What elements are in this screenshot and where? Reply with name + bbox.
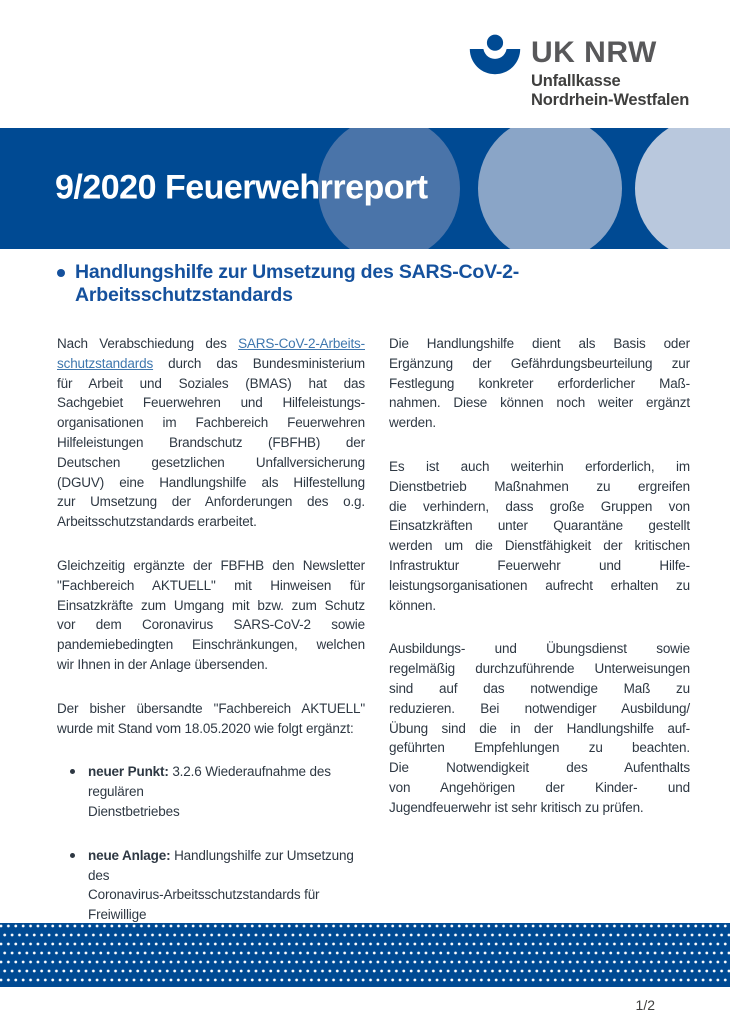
text-line: [57, 576, 365, 596]
text-line: [57, 556, 365, 576]
text-segment: Sachgebiet Feuerwehren und Hilfeleistungs-: [57, 395, 365, 411]
text-segment: "Fachbereich AKTUELL" mit Hinweisen für: [57, 577, 365, 593]
text-line: [57, 374, 365, 394]
uk-nrw-logo: [468, 31, 689, 110]
column-right: [389, 334, 690, 842]
text-segment: Infrastruktur Feuerwehr und Hilfe-: [389, 557, 690, 573]
text-line: [57, 433, 365, 453]
title-banner: [0, 128, 730, 249]
uk-nrw-logo-icon: [468, 31, 522, 76]
text-segment: Deutschen gesetzlichen Unfallversicherung: [57, 454, 365, 470]
text-line: [57, 393, 365, 413]
text-segment: werden um die Dienstfähigkeit der kritischen: [389, 538, 690, 554]
banner-circle-2: [478, 128, 622, 249]
text-line: [389, 596, 690, 616]
text-line: [389, 457, 690, 477]
text-line: [57, 512, 365, 532]
text-line: [389, 334, 690, 354]
text-segment: Coronavirus-Arbeitsschutzstandards für Freiwillige: [88, 887, 320, 923]
text-segment: organisationen im Fachbereich Feuerwehren: [57, 415, 365, 431]
text-line: [389, 393, 690, 413]
text-line: [57, 473, 365, 493]
text-segment: Dienstbetrieb Maßnahmen zu ergreifen: [389, 478, 690, 494]
text-line: [57, 615, 365, 635]
text-line: [57, 699, 365, 719]
text-line: [57, 413, 365, 433]
text-line: [389, 659, 690, 679]
text-segment: Hilfeleistungen Brandschutz (FBFHB) der: [57, 434, 365, 450]
text-line: [389, 738, 690, 758]
text-segment: Die Notwendigkeit des Aufenthalts: [389, 760, 690, 776]
logo-subtitle-line2: Nordrhein-Westfalen: [531, 91, 690, 109]
text-line: [389, 758, 690, 778]
text-segment: nahmen. Diese können noch weiter ergänzt: [389, 395, 690, 411]
text-segment: Übung sind die in der Handlungshilfe auf-: [389, 720, 690, 736]
text-line: [88, 762, 365, 802]
text-segment: Einsatzkräften unter Quarantäne gestellt: [389, 518, 690, 534]
text-segment: Es ist auch weiterhin erforderlich, im: [389, 458, 690, 474]
text-line: [57, 492, 365, 512]
text-segment: sind auf das notwendige Maß zu: [389, 680, 690, 696]
text-segment: leistungsorganisationen aufrecht erhalten zu: [389, 577, 690, 593]
report-title: 9/2020 Feuerwehrreport: [55, 168, 428, 207]
text-line: [389, 477, 690, 497]
bullet-icon: [70, 769, 75, 774]
text-segment: Die Handlungshilfe dient als Basis oder: [389, 336, 690, 351]
text-line: [88, 802, 365, 822]
text-segment: Jugendfeuerwehr ist sehr kritisch zu prüfen.: [389, 799, 644, 815]
text-line: [389, 497, 690, 517]
paragraph: [57, 556, 365, 675]
text-line: [389, 778, 690, 798]
text-segment: geführten Empfehlungen zu beachten.: [389, 740, 690, 756]
text-line: [389, 374, 690, 394]
text-line: [57, 596, 365, 616]
text-segment: Einsatzkräfte zum Umgang mit bzw. zum Schutz: [57, 597, 365, 613]
footer-dotted-band: [0, 923, 730, 987]
text-line: [389, 679, 690, 699]
hyperlink[interactable]: schutzstandards: [57, 355, 154, 371]
text-line: [389, 576, 690, 596]
paragraph: [389, 639, 690, 817]
text-segment: 3.2.6 Wiederaufnahme des regulären: [88, 764, 331, 800]
banner-circle-3: [635, 128, 730, 249]
page-number: 1/2: [635, 997, 655, 1013]
paragraph: [389, 334, 690, 433]
text-line: [57, 719, 365, 739]
text-line: [57, 334, 365, 354]
text-line: [88, 885, 365, 925]
text-segment: vor dem Coronavirus SARS-CoV-2 sowie: [57, 617, 365, 633]
text-segment: Dienstbetriebes: [88, 803, 180, 819]
text-line: [389, 413, 690, 433]
text-segment: Festlegung konkreter erforderlicher Maß-: [389, 375, 690, 391]
logo-text: [531, 38, 689, 110]
paragraph: [57, 699, 365, 739]
text-segment: pandemiebedingten Einschränkungen, welchen: [57, 637, 365, 653]
logo-subtitle-line1: Unfallkasse: [531, 72, 621, 90]
bullet-icon: [70, 853, 75, 858]
text-segment: regelmäßig durchzuführende Unterweisungen: [389, 661, 690, 677]
headline-line1: Handlungshilfe zur Umsetzung des SARS-CoV-2-: [75, 261, 520, 283]
hyperlink[interactable]: SARS-CoV-2-Arbeits-: [238, 336, 365, 351]
text-line: [389, 798, 690, 818]
text-segment: (DGUV) eine Handlungshilfe als Hilfestellung: [57, 474, 365, 490]
text-segment: zur Umsetzung der Anforderungen des o.g.: [57, 494, 365, 510]
text-line: [389, 536, 690, 556]
bold-text: neue Anlage:: [88, 847, 171, 863]
text-line: [389, 516, 690, 536]
text-segment: die verhindern, dass große Gruppen von: [389, 498, 690, 514]
text-segment: durch das Bundesministerium: [153, 355, 365, 371]
text-line: [57, 635, 365, 655]
paragraph: [389, 457, 690, 615]
text-line: [389, 639, 690, 659]
column-left: [57, 334, 365, 1008]
text-segment: von Angehörigen der Kinder- und: [389, 779, 690, 795]
headline-line2: Arbeitsschutzstandards: [75, 284, 293, 306]
text-segment: werden.: [389, 415, 436, 431]
text-segment: Arbeitsschutzstandards erarbeitet.: [57, 514, 257, 530]
text-segment: können.: [389, 597, 436, 613]
text-line: [57, 453, 365, 473]
text-segment: Ergänzung der Gefährdungsbeurteilung zur: [389, 355, 690, 371]
text-segment: Der bisher übersandte "Fachbereich AKTUELL": [57, 700, 365, 716]
bold-text: neuer Punkt:: [88, 764, 169, 780]
headline-bullet-icon: [57, 269, 65, 277]
text-segment: Ausbildungs- und Übungsdienst sowie: [389, 641, 690, 657]
article-headline: [55, 261, 519, 307]
text-segment: wir Ihnen in der Anlage übersenden.: [57, 656, 268, 672]
text-line: [57, 655, 365, 675]
text-line: [389, 719, 690, 739]
text-line: [389, 354, 690, 374]
text-line: [88, 846, 365, 886]
text-segment: für Arbeit und Soziales (BMAS) hat das: [57, 375, 365, 391]
text-line: [389, 699, 690, 719]
bullet-item: [57, 762, 365, 821]
paragraph: [57, 334, 365, 532]
text-segment: Nach Verabschiedung des: [57, 336, 239, 351]
bullet-text: [88, 762, 365, 821]
text-segment: wurde mit Stand vom 18.05.2020 wie folgt ergänzt:: [57, 720, 354, 736]
text-segment: Gleichzeitig ergänzte der FBFHB den Newsletter: [57, 557, 365, 573]
logo-name: UK NRW: [531, 36, 657, 69]
text-segment: reduzieren. Bei notwendiger Ausbildung/: [389, 700, 690, 716]
text-line: [57, 354, 365, 374]
text-segment: Handlungshilfe zur Umsetzung des: [88, 847, 354, 883]
text-line: [389, 556, 690, 576]
